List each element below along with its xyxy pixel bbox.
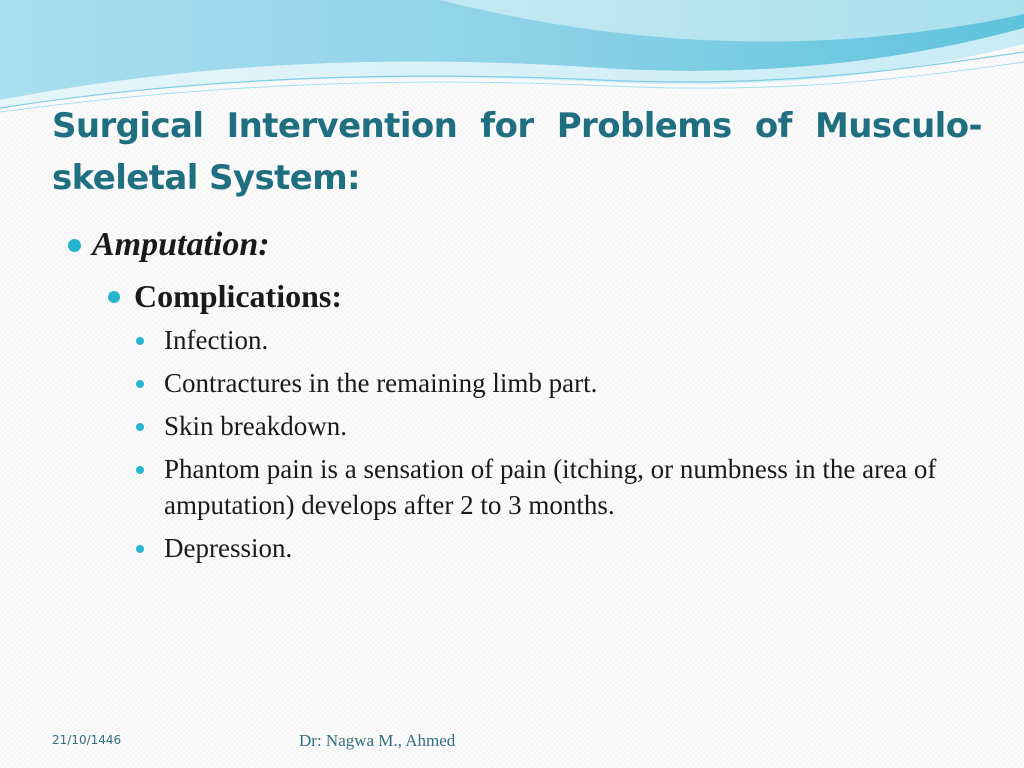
bullet-dot-icon [136, 337, 144, 345]
footer-date: 21/10/1446 [52, 733, 122, 747]
bullet-complications-label: Complications: [134, 278, 342, 314]
slide-title: Surgical Intervention for Problems of Musculo-skeletal System: [52, 106, 982, 198]
list-item-text: Phantom pain is a sensation of pain (itching, or numbness in the area of amputation) develops after 2 to 3 months. [164, 454, 937, 520]
bullet-amputation [68, 224, 270, 266]
list-item [136, 365, 986, 401]
list-item-text: Skin breakdown. [164, 411, 347, 441]
list-item-text: Infection. [164, 325, 269, 355]
bullet-dot-icon [136, 466, 144, 474]
complications-list [136, 322, 986, 573]
list-item-text: Contractures in the remaining limb part. [164, 368, 598, 398]
bullet-dot-icon [136, 423, 144, 431]
bullet-dot-icon [108, 291, 120, 303]
list-item [136, 530, 986, 566]
bullet-complications [108, 276, 342, 316]
bullet-dot-icon [136, 545, 144, 553]
list-item [136, 451, 986, 523]
list-item-text: Depression. [164, 533, 293, 563]
bullet-dot-icon [136, 380, 144, 388]
bullet-amputation-label: Amputation: [92, 226, 270, 263]
list-item [136, 322, 986, 358]
bullet-dot-icon [68, 239, 81, 252]
footer-author: Dr: Nagwa M., Ahmed [299, 731, 456, 750]
list-item [136, 408, 986, 444]
